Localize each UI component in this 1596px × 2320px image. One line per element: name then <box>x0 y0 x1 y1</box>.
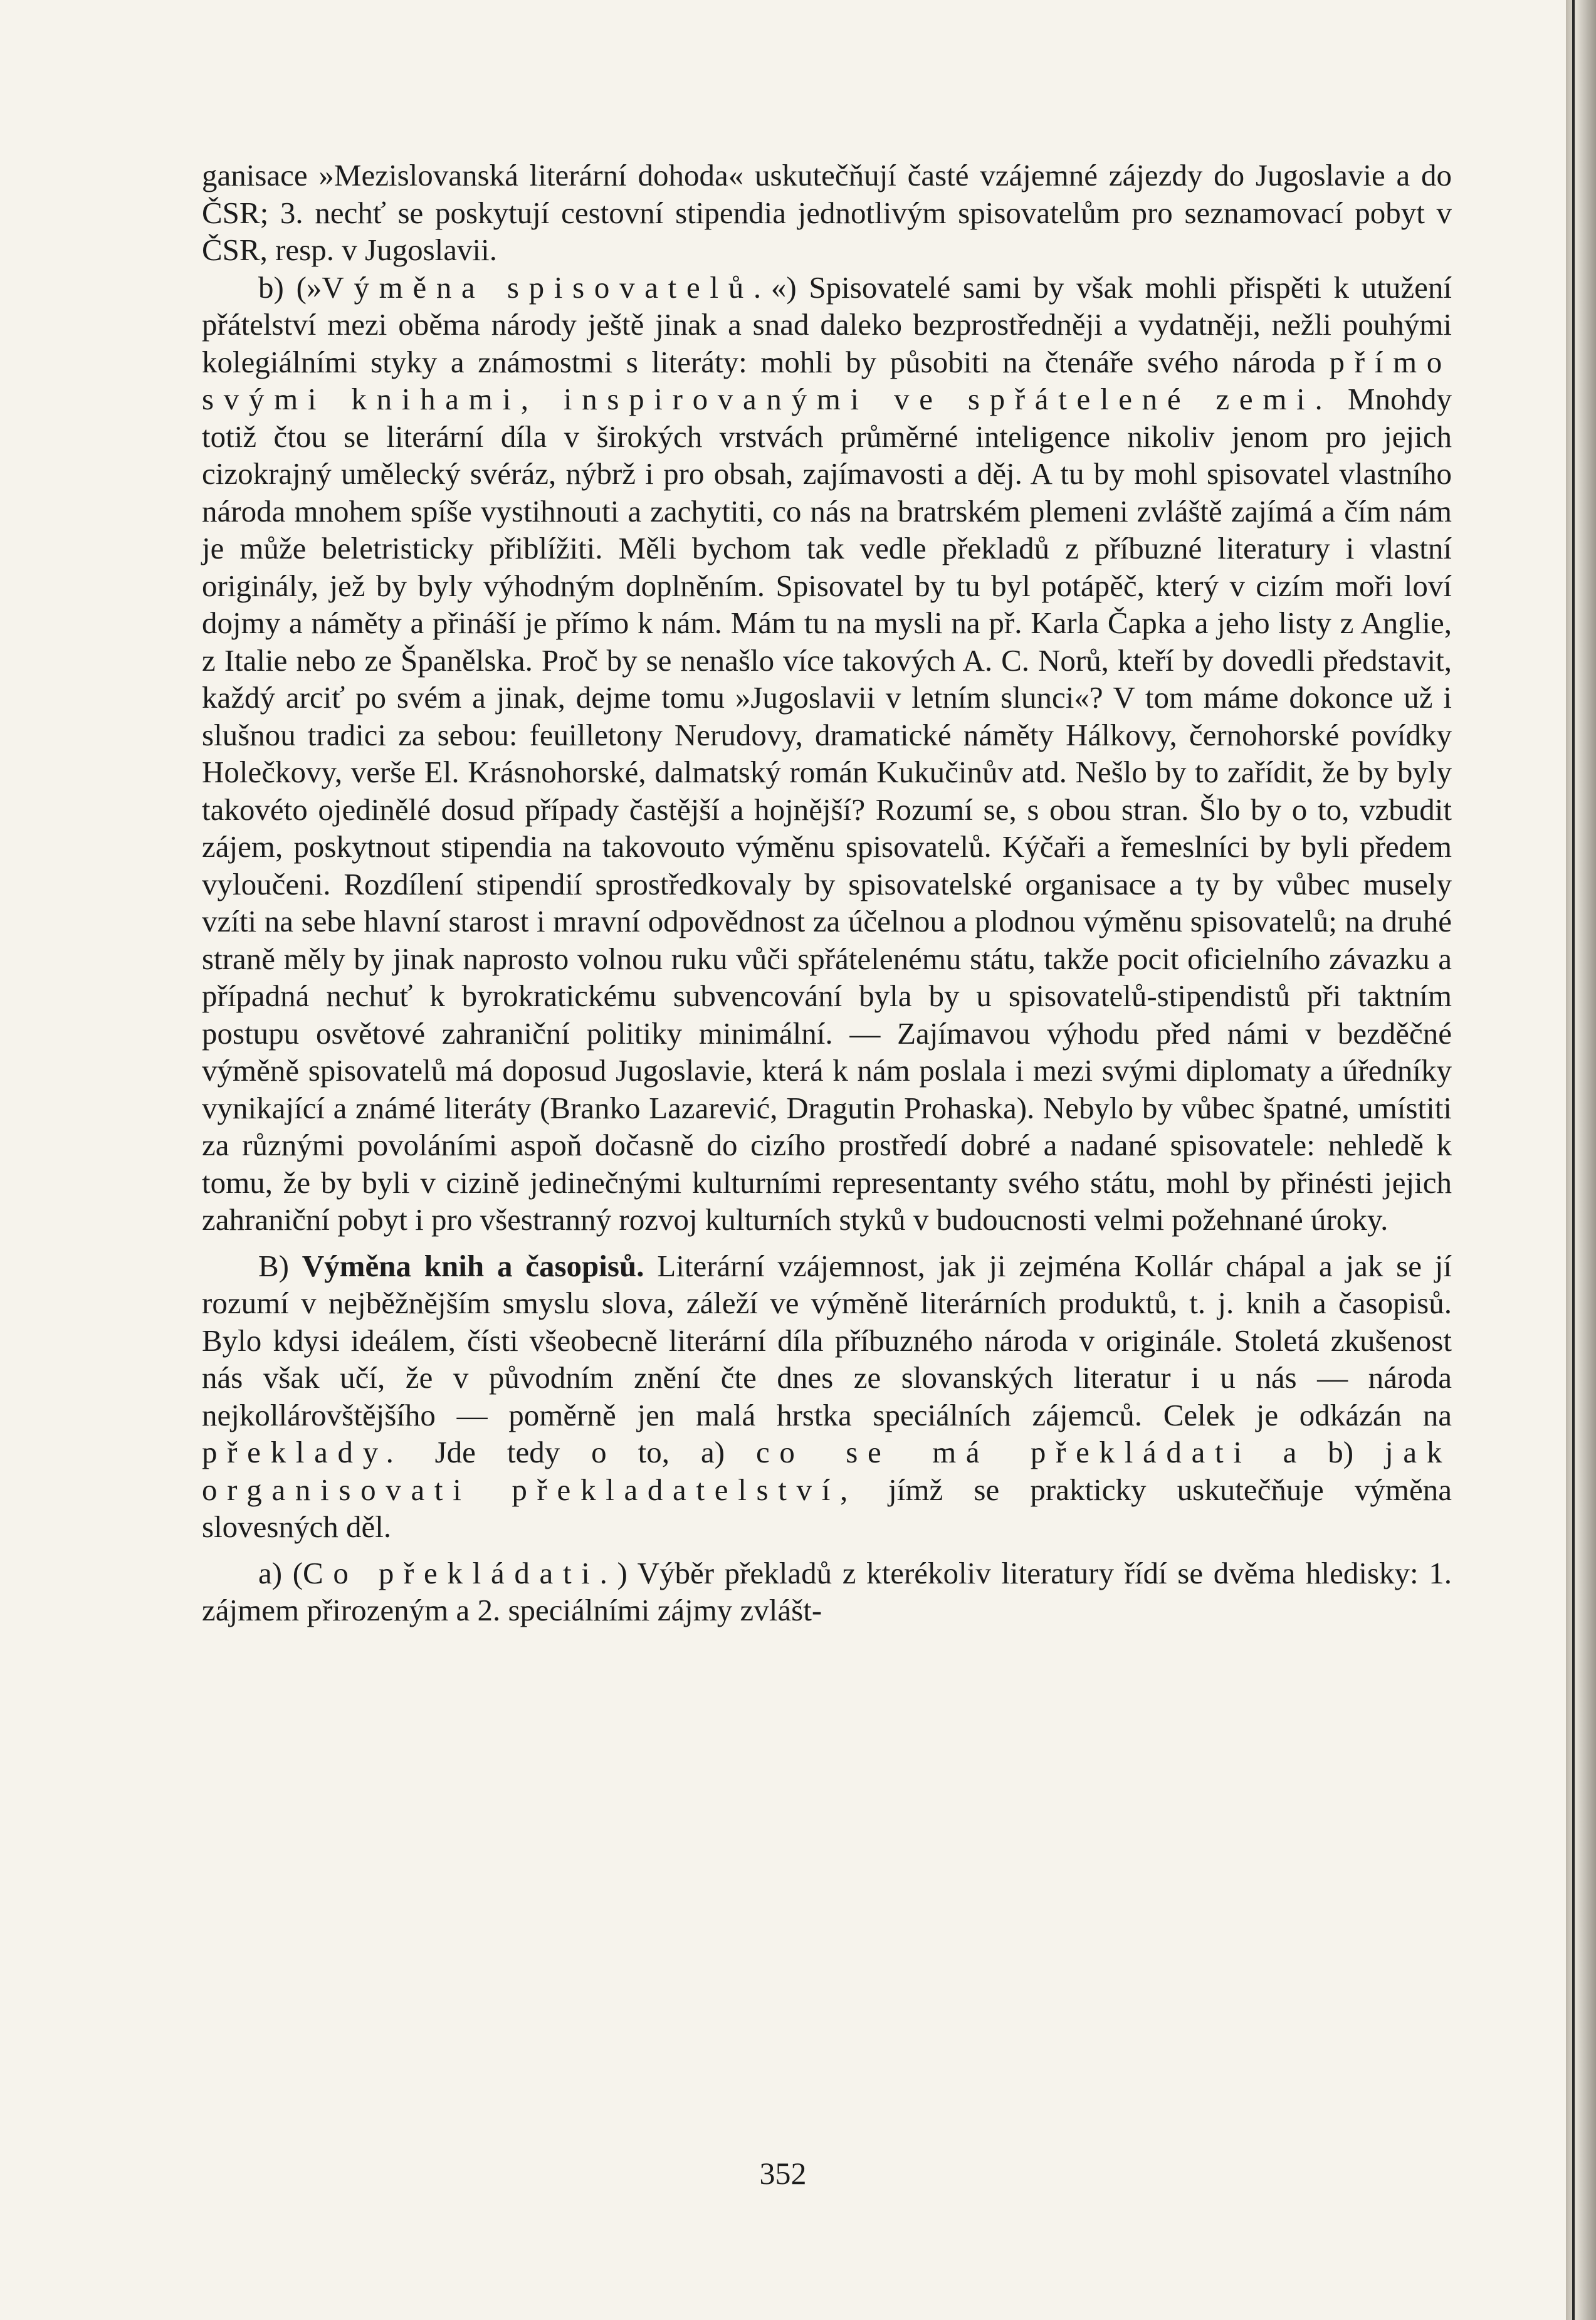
para2-spaced-heading: Výměna spisovatelů. <box>322 270 771 305</box>
para3-text4: jímž se prakticky uskutečňuje výměna slovesných děl. <box>202 1472 1452 1544</box>
para4-spaced-heading: Co překládati. <box>303 1555 617 1590</box>
para3-text2: Jde tedy o to, a) <box>403 1435 756 1469</box>
paragraph-what-to-translate <box>202 1555 1452 1629</box>
para3-text3: a b) <box>1251 1435 1385 1469</box>
para3-spaced1: překlady. <box>202 1435 404 1469</box>
para4-text: ) Výběr překladů z kterékoliv literatury řídí se dvěma hledisky: 1. zájmem přirozeným a 2. speciálními zájmy zvlášt- <box>202 1555 1452 1627</box>
body-text <box>202 157 1452 1629</box>
paragraph-continuation <box>202 157 1452 269</box>
para3-text1: Literární vzájemnost, jak ji zejména Kollár chápal a jak se jí rozumí v nejběžnějším smyslu slova, záleží ve výměně literárních produktů, t. j. knih a časopisů. Bylo kdysi ideálem, čísti všeobecně literární díla příbuzného národa v originále. Stoletá zkušenost nás však učí, že v původním znění čte dnes ze slovanských literatur i u nás — národa nejkollárovštějšího — poměrně jen malá hrstka speciálních zájemců. Celek je odkázán na <box>202 1248 1452 1432</box>
para3-spaced3: jak organisovati překladatelství, <box>202 1435 1452 1507</box>
para4-lead: a) ( <box>258 1555 303 1590</box>
para2-lead-close: «) Spisovatelé sami by však mohli přispěti k utužení přátelství mezi oběma národy ještě jinak a snad daleko bezprostředněji a vydatněji, nežli pouhými kolegiálními styky a známostmi s literáty: mohli by působiti na čtenáře svého národa <box>202 270 1452 379</box>
paragraph-writer-exchange <box>202 269 1452 1239</box>
para3-lead: B) <box>258 1248 302 1283</box>
book-spine-edge <box>1566 0 1596 2320</box>
para2-lead: b) (» <box>258 270 322 305</box>
para2-rest: Mnohdy totiž čtou se literární díla v širokých vrstvách průměrné inteligence nikoliv jenom pro jejich cizokrajný umělecký svéráz, nýbrž i pro obsah, zajímavosti a děj. A tu by mohl spisovatel vlastního národa mnohem spíše vystihnouti a zachytiti, co nás na bratrském plemeni zvláště zajímá a čím nám je může beletristicky přiblížiti. Měli bychom tak vedle překladů z příbuzné literatury i vlastní originály, jež by byly výhodným doplněním. Spisovatel by tu byl potápěč, který v cizím moři loví dojmy a náměty a přináší je přímo k nám. Mám tu na mysli na př. Karla Čapka a jeho listy z Anglie, z Italie nebo ze Španělska. Proč by se nenašlo více takových A. C. Norů, kteří by dovedli představit, každý arciť po svém a jinak, dejme tomu »Jugoslavii v letním slunci«? V tom máme dokonce už i slušnou tradici za sebou: feuilletony Nerudovy, dramatické náměty Hálkovy, černohorské povídky Holečkovy, verše El. Krásnohorské, dalmatský román Kukučinův atd. Nešlo by to zařídit, že by byly takovéto ojedinělé dosud případy častější a hojnější? Rozumí se, s obou stran. Šlo by o to, vzbudit zájem, poskytnout stipendia na takovouto výměnu spisovatelů. Kýčaři a řemeslníci by byli předem vyloučeni. Rozdílení stipendií sprostředkovaly by spisovatelské organisace a ty by vůbec musely vzíti na sebe hlavní starost i mravní odpovědnost za účelnou a plodnou výměnu spisovatelů; na druhé straně měly by jinak naprosto volnou ruku vůči spřátelenému státu, takže pocit oficielního závazku a případná nechuť k byrokratickému subvencování byla by u spisovatelů-stipendistů při taktním postupu osvětové zahraniční politiky minimální. — Zajímavou výhodu před námi v bezděčné výměně spisovatelů má doposud Jugoslavie, která k nám poslala i mezi svými diplomaty a úředníky vynikající a známé literáty (Branko Lazarević, Dragutin Prohaska). Nebylo by vůbec špatné, umístiti za různými povoláními aspoň dočasně do cizího prostředí dobré a nadané spisovatele: nehledě k tomu, že by byli v cizině jedinečnými kulturními representanty svého státu, mohl by přinésti jejich zahraniční pobyt i pro všestranný rozvoj kulturních styků v budoucnosti velmi požehnané úroky. <box>202 382 1452 1237</box>
para3-bold-heading: Výměna knih a časopisů. <box>302 1248 644 1283</box>
para2-spaced-emphasis: přímo svými knihami, inspirovanými ve spřátelené zemi. <box>202 344 1452 416</box>
page-number: 352 <box>759 2156 807 2191</box>
paragraph-book-exchange <box>202 1247 1452 1546</box>
para3-spaced2: co se má překládati <box>756 1435 1252 1469</box>
para1-text: ganisace »Mezislovanská literární dohoda« uskutečňují časté vzájemné zájezdy do Jugoslavie a do ČSR; 3. nechť se poskytují cestovní stipendia jednotlivým spisovatelům pro seznamovací pobyt v ČSR, resp. v Jugoslavii. <box>202 158 1452 267</box>
spine-shadow-line <box>1572 0 1575 2320</box>
